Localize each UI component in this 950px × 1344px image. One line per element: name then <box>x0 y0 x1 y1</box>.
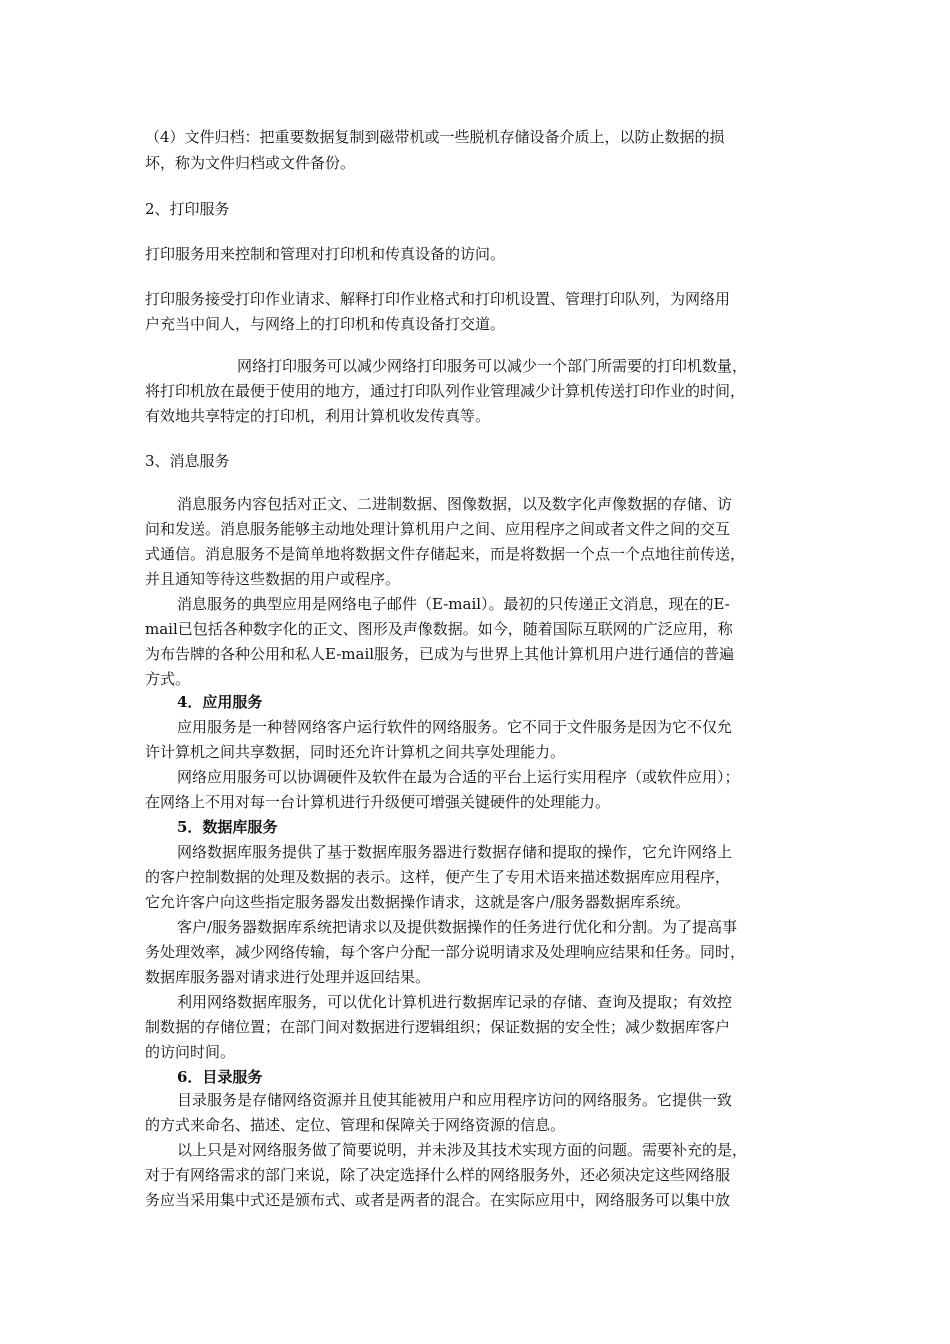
text-line: 制数据的存储位置；在部门间对数据进行逻辑组织；保证数据的安全性；减少数据库客户 <box>145 1018 731 1036</box>
text-line: 数据库服务器对请求进行处理并返回结果。 <box>145 968 431 986</box>
text-line: 消息服务内容包括对正文、二进制数据、图像数据，以及数字化声像数据的存储、访 <box>177 495 733 513</box>
text-line: 式通信。消息服务不是简单地将数据文件存储起来，而是将数据一个点一个点地往前传送， <box>145 545 746 563</box>
text-line: 方式。 <box>145 670 191 688</box>
section-heading: 2、打印服务 <box>145 200 230 218</box>
text-line: mail已包括各种数字化的正文、图形及声像数据。如今，随着国际互联网的广泛应用，称 <box>145 620 733 638</box>
text-line: 应用服务是一种替网络客户运行软件的网络服务。它不同于文件服务是因为它不仅允 <box>177 718 733 736</box>
text-line: 打印服务接受打印作业请求、解释打印作业格式和打印机设置、管理打印队列，为网络用 <box>145 290 731 308</box>
text-line: 的方式来命名、描述、定位、管理和保障关于网络资源的信息。 <box>145 1116 566 1134</box>
text-line: 务应当采用集中式还是颁布式、或者是两者的混合。在实际应用中，网络服务可以集中放 <box>145 1191 731 1209</box>
text-line: 利用网络数据库服务，可以优化计算机进行数据库记录的存储、查询及提取；有效控 <box>177 993 733 1011</box>
text-line: 以上只是对网络服务做了简要说明，并未涉及其技术实现方面的问题。需要补充的是， <box>177 1141 748 1159</box>
text-line: 务处理效率，减少网络传输，每个客户分配一部分说明请求及处理响应结果和任务。同时， <box>145 943 746 961</box>
text-line: 网络应用服务可以协调硬件及软件在最为合适的平台上运行实用程序（或软件应用）； <box>177 768 740 786</box>
text-line: 的客户控制数据的处理及数据的表示。这样，便产生了专用术语来描述数据库应用程序， <box>145 868 731 886</box>
text-line: 网络数据库服务提供了基于数据库服务器进行数据存储和提取的操作，它允许网络上 <box>177 843 733 861</box>
text-line: 网络打印服务可以减少网络打印服务可以减少一个部门所需要的打印机数量， <box>237 357 748 375</box>
text-line: 消息服务的典型应用是网络电子邮件（E-mail）。最初的只传递正文消息，现在的E- <box>177 595 730 613</box>
text-line: 客户/服务器数据库系统把请求以及提供数据操作的任务进行优化和分割。为了提高事 <box>177 918 738 936</box>
text-line: （4）文件归档：把重要数据复制到磁带机或一些脱机存储设备介质上，以防止数据的损 <box>145 128 725 146</box>
text-line: 许计算机之间共享数据，同时还允许计算机之间共享处理能力。 <box>145 743 566 761</box>
text-line: 在网络上不用对每一台计算机进行升级便可增强关键硬件的处理能力。 <box>145 793 611 811</box>
text-line: 目录服务是存储网络资源并且使其能被用户和应用程序访问的网络服务。它提供一致 <box>177 1091 733 1109</box>
section-heading: 6．目录服务 <box>177 1068 263 1086</box>
text-line: 的访问时间。 <box>145 1043 236 1061</box>
section-heading: 3、消息服务 <box>145 452 230 470</box>
text-line: 打印服务用来控制和管理对打印机和传真设备的访问。 <box>145 245 506 263</box>
text-line: 并且通知等待这些数据的用户或程序。 <box>145 570 401 588</box>
text-line: 有效地共享特定的打印机，利用计算机收发传真等。 <box>145 407 491 425</box>
text-line: 为布告牌的各种公用和私人E-mail服务，已成为与世界上其他计算机用户进行通信的普遍 <box>145 645 735 663</box>
text-line: 它允许客户向这些指定服务器发出数据操作请求，这就是客户/服务器数据库系统。 <box>145 893 691 911</box>
text-line: 对于有网络需求的部门来说，除了决定选择什么样的网络服务外，还必须决定这些网络服 <box>145 1166 731 1184</box>
text-line: 问和发送。消息服务能够主动地处理计算机用户之间、应用程序之间或者文件之间的交互 <box>145 520 731 538</box>
text-line: 坏，称为文件归档或文件备份。 <box>145 154 356 172</box>
text-line: 户充当中间人，与网络上的打印机和传真设备打交道。 <box>145 315 506 333</box>
text-line: 将打印机放在最便于使用的地方，通过打印队列作业管理减少计算机传送打印作业的时间， <box>145 382 746 400</box>
section-heading: 4．应用服务 <box>177 693 263 711</box>
section-heading: 5．数据库服务 <box>177 818 278 836</box>
